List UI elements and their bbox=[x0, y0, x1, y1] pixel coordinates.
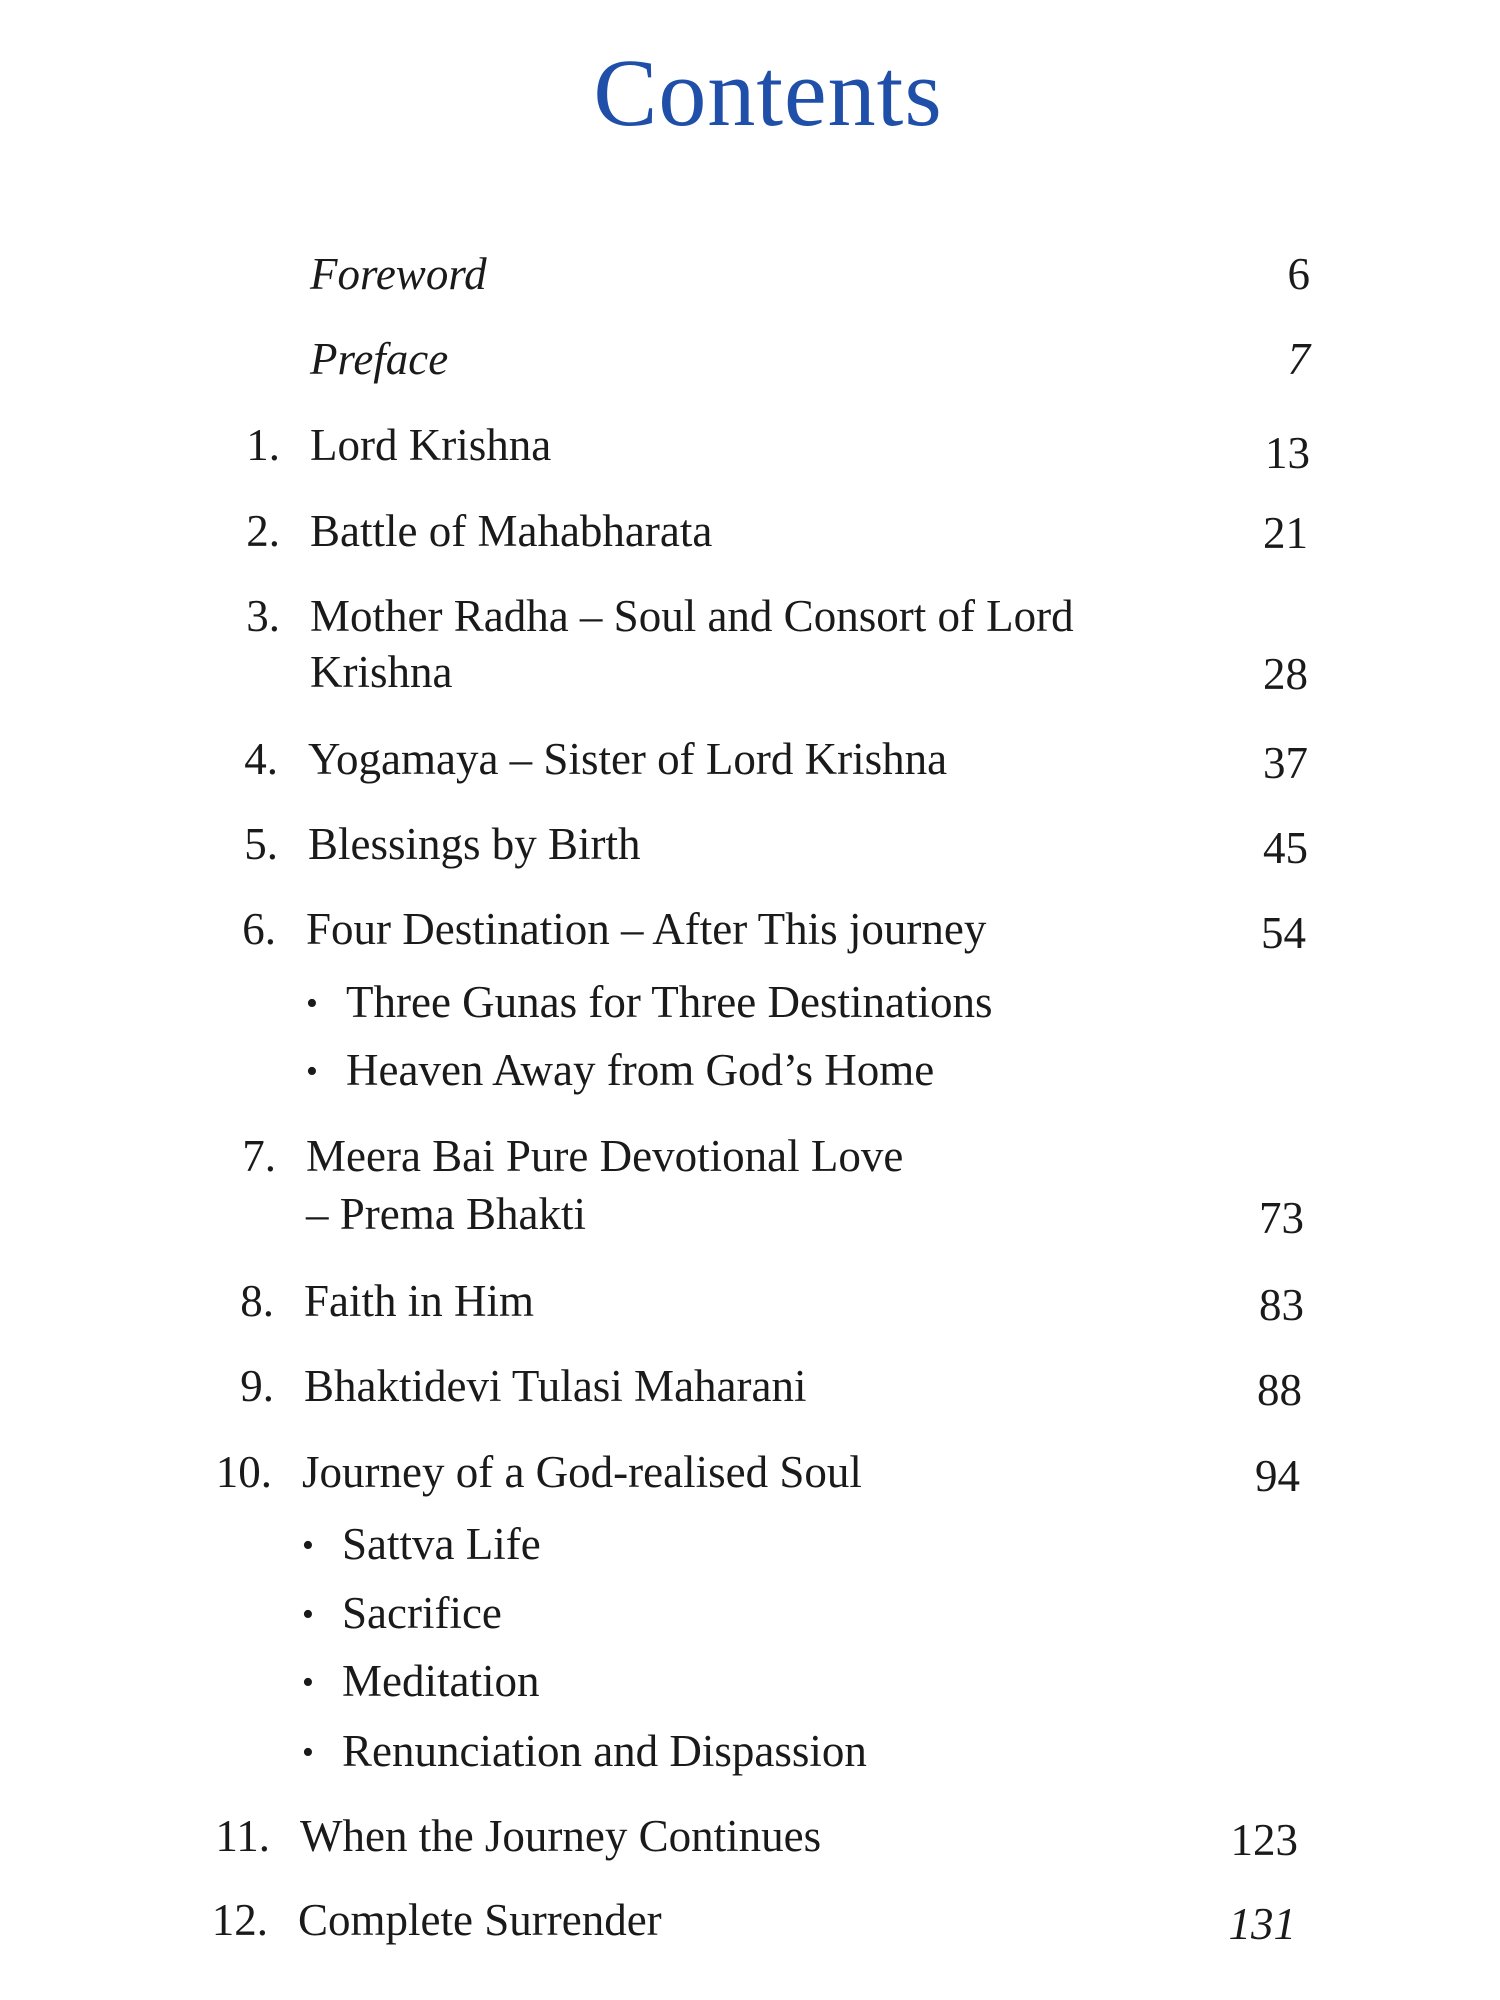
toc-entry-number: 6. bbox=[242, 904, 276, 954]
toc-entry-page: 94 bbox=[1255, 1451, 1300, 1501]
toc-entry-page: 28 bbox=[1263, 649, 1308, 699]
toc-entry-chapter-7[interactable] bbox=[0, 1127, 1500, 1247]
toc-entry-number: 9. bbox=[240, 1361, 274, 1411]
toc-entry-page: 7 bbox=[1287, 334, 1310, 384]
toc-entry-label: Lord Krishna bbox=[310, 420, 552, 470]
toc-entry-chapter-3[interactable] bbox=[0, 587, 1500, 707]
bullet-icon: • bbox=[302, 1596, 314, 1633]
toc-entry-label: Blessings by Birth bbox=[308, 819, 641, 869]
toc-entry-label-line-2: – Prema Bhakti bbox=[306, 1189, 586, 1239]
toc-entry-label: Four Destination – After This journey bbox=[306, 904, 987, 954]
toc-entry-label: Faith in Him bbox=[304, 1276, 535, 1326]
toc-subitem-label: Meditation bbox=[342, 1656, 540, 1706]
toc-entry-label: Battle of Mahabharata bbox=[310, 506, 713, 556]
toc-subitem-label: Three Gunas for Three Destinations bbox=[346, 977, 993, 1027]
bullet-icon: • bbox=[302, 1664, 314, 1701]
toc-entry-number: 10. bbox=[215, 1447, 272, 1497]
toc-entry-label-line-2: Krishna bbox=[310, 647, 453, 697]
toc-entry-number: 11. bbox=[215, 1811, 270, 1861]
toc-entry-page: 13 bbox=[1265, 428, 1310, 478]
toc-entry-label: Complete Surrender bbox=[298, 1895, 662, 1945]
toc-entry-page: 37 bbox=[1263, 738, 1308, 788]
toc-entry-label: Foreword bbox=[310, 249, 487, 299]
toc-entry-label: Preface bbox=[310, 334, 449, 384]
toc-subitem-label: Sattva Life bbox=[342, 1519, 541, 1569]
toc-subitem-label: Heaven Away from God’s Home bbox=[346, 1045, 935, 1095]
toc-entry-page: 131 bbox=[1228, 1899, 1296, 1949]
toc-entry-number: 8. bbox=[240, 1276, 274, 1326]
toc-entry-label: Journey of a God-realised Soul bbox=[302, 1447, 862, 1497]
toc-subitem-label: Renunciation and Dispassion bbox=[342, 1726, 867, 1776]
toc-entry-page: 21 bbox=[1263, 508, 1308, 558]
toc-entry-label-line-1: Meera Bai Pure Devotional Love bbox=[306, 1131, 904, 1181]
toc-entry-page: 73 bbox=[1259, 1193, 1304, 1243]
toc-entry-number: 5. bbox=[244, 819, 278, 869]
toc-subitem-label: Sacrifice bbox=[342, 1588, 502, 1638]
toc-entry-number: 2. bbox=[246, 506, 280, 556]
toc-entry-label-line-1: Mother Radha – Soul and Consort of Lord bbox=[310, 591, 1074, 641]
toc-entry-label: Yogamaya – Sister of Lord Krishna bbox=[308, 734, 948, 784]
toc-entry-number: 7. bbox=[242, 1131, 276, 1181]
toc-entry-number: 1. bbox=[246, 420, 280, 470]
toc-entry-label: Bhaktidevi Tulasi Maharani bbox=[304, 1361, 807, 1411]
bullet-icon: • bbox=[306, 985, 318, 1022]
toc-entry-page: 54 bbox=[1261, 908, 1306, 958]
bullet-icon: • bbox=[302, 1527, 314, 1564]
toc-entry-page: 88 bbox=[1257, 1365, 1302, 1415]
toc-entry-page: 83 bbox=[1259, 1280, 1304, 1330]
bullet-icon: • bbox=[302, 1734, 314, 1771]
page-title: Contents bbox=[593, 39, 943, 146]
bullet-icon: • bbox=[306, 1053, 318, 1090]
toc-entry-page: 6 bbox=[1287, 249, 1310, 299]
toc-entry-page: 123 bbox=[1230, 1815, 1298, 1865]
toc-entry-number: 12. bbox=[211, 1895, 268, 1945]
toc-entry-page: 45 bbox=[1263, 823, 1308, 873]
toc-entry-number: 4. bbox=[244, 734, 278, 784]
toc-entry-label: When the Journey Continues bbox=[300, 1811, 822, 1861]
toc-entry-number: 3. bbox=[246, 591, 280, 641]
